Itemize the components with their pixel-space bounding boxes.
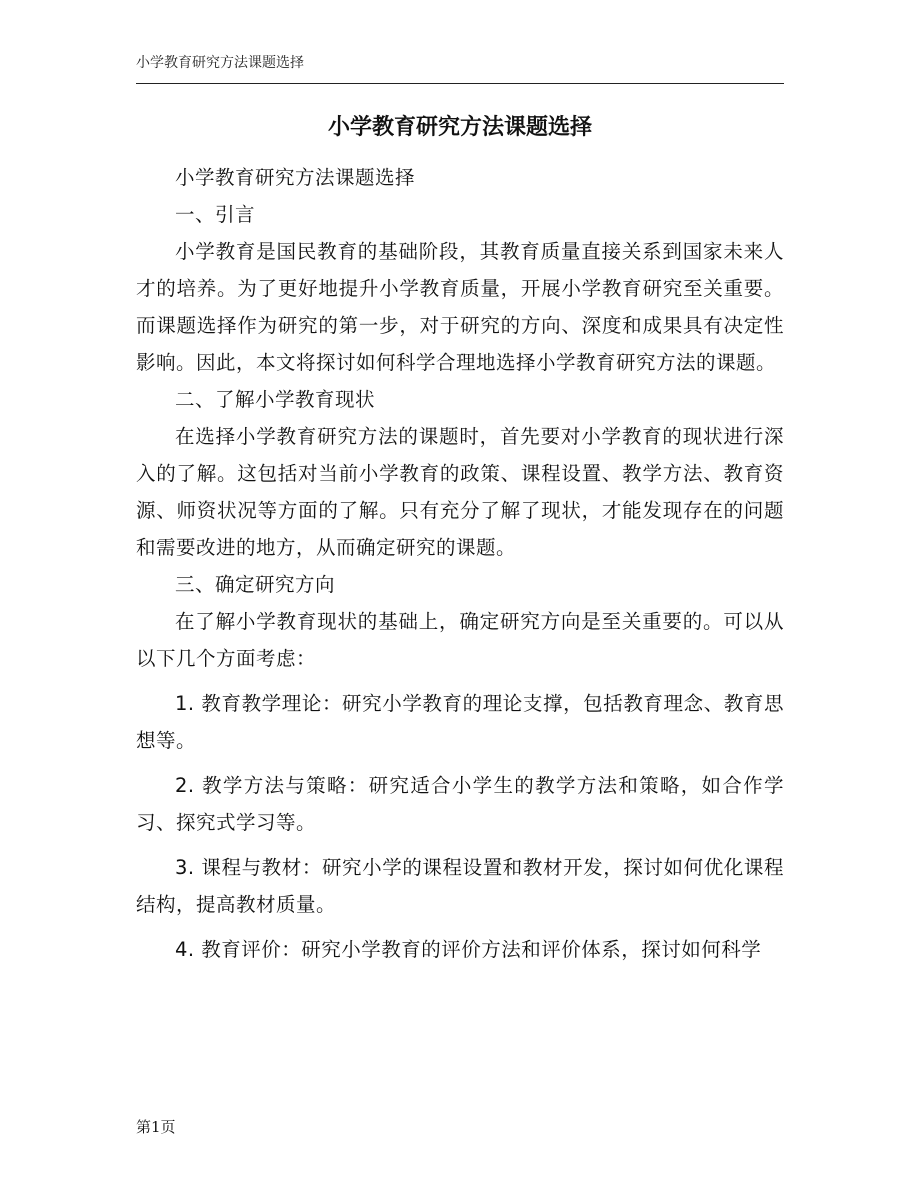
document-body (136, 159, 784, 968)
header-divider (136, 83, 784, 84)
body-paragraph: 在选择小学教育研究方法的课题时，首先要对小学教育的现状进行深入的了解。这包括对当前小学教育的政策、课程设置、教学方法、教育资源、师资状况等方面的了解。只有充分了解了现状，才能发现存在的问题和需要改进的地方，从而确定研究的课题。 (136, 425, 784, 559)
list-item: 3. 课程与教材：研究小学的课程设置和教材开发，探讨如何优化课程结构，提高教材质量。 (136, 856, 784, 916)
section-heading-introduction: 一、引言 (175, 203, 256, 226)
list-item: 4. 教育评价：研究小学教育的评价方法和评价体系，探讨如何科学 (175, 938, 762, 961)
page-number: 第1页 (136, 1118, 176, 1136)
section-heading-direction: 三、确定研究方向 (175, 573, 336, 596)
body-paragraph: 在了解小学教育现状的基础上，确定研究方向是至关重要的。可以从以下几个方面考虑： (136, 610, 784, 670)
body-paragraph: 小学教育是国民教育的基础阶段，其教育质量直接关系到国家未来人才的培养。为了更好地提升小学教育质量，开展小学教育研究至关重要。而课题选择作为研究的第一步，对于研究的方向、深度和成果具有决定性影响。因此，本文将探讨如何科学合理地选择小学教育研究方法的课题。 (136, 240, 784, 374)
running-header: 小学教育研究方法课题选择 (136, 55, 304, 71)
section-heading-status: 二、了解小学教育现状 (175, 388, 376, 411)
list-item: 2. 教学方法与策略：研究适合小学生的教学方法和策略，如合作学习、探究式学习等。 (136, 774, 784, 834)
subtitle-paragraph: 小学教育研究方法课题选择 (175, 166, 416, 189)
document-title: 小学教育研究方法课题选择 (327, 115, 592, 140)
list-item: 1. 教育教学理论：研究小学教育的理论支撑，包括教育理念、教育思想等。 (136, 692, 784, 752)
